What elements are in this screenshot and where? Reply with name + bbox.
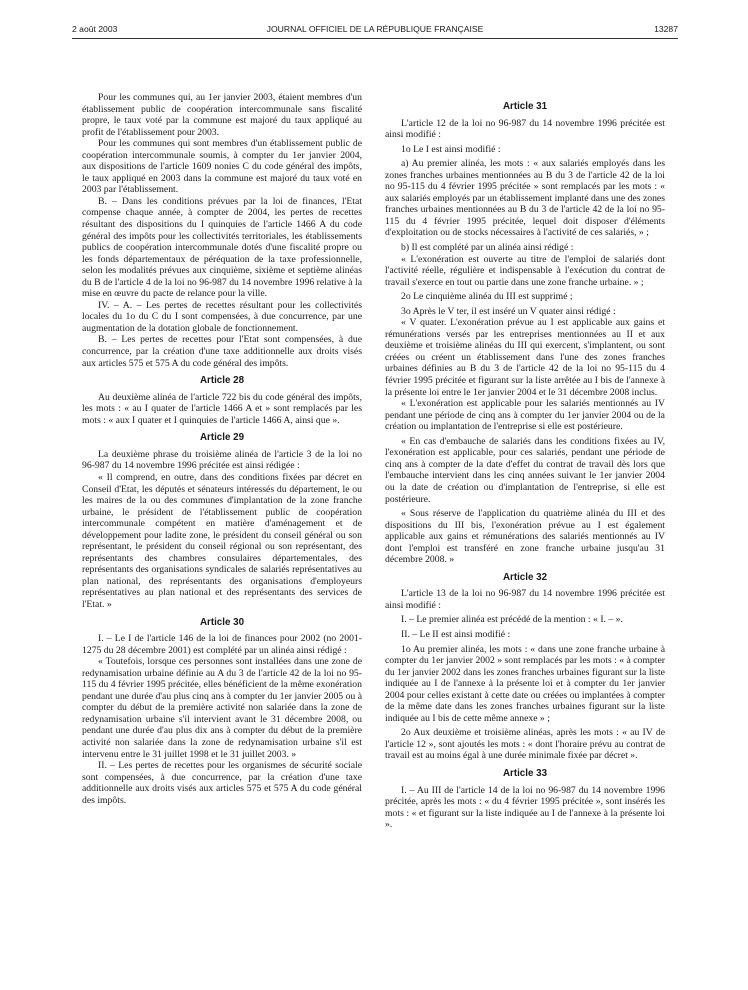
paragraph: a) Au premier alinéa, les mots : « aux salariés employés dans les zones franches urbaines mentionnées au B du 3 de l'article 42 de la loi no 95-115 du 4 février 1995 précitée » sont remplacés par les mots : « aux salariés employés par un établissement implanté dans une des zones franches urbaines mentionnées au B du 3 de l'article 42 de la loi no 95-115 du 4 février 1995 précitée, lequel doit disposer d'éléments d'exploitation ou de stocks nécessaires à l'activité de ces salariés, » ; bbox=[385, 158, 665, 239]
article-heading: Article 30 bbox=[199, 616, 245, 628]
paragraph: « V quater. L'exonération prévue au I est applicable aux gains et rémunérations versés par les entreprises mentionnées au II et aux deuxième et troisième alinéas du III qui exercent, s'implantent, ou sont créées ou créent un établissement dans l'une des zones franches urbaines définies au B du 3 de l'article 42 de la loi no 95-115 du 4 février 1995 précitée et figurant sur la liste arrêtée au I bis de l'annexe à la présente loi entre le 1er janvier 2004 et le 31 décembre 2008 inclus. bbox=[385, 317, 665, 398]
paragraph: II. – Le II est ainsi modifié : bbox=[401, 628, 511, 640]
paragraph: b) Il est complété par un alinéa ainsi rédigé : bbox=[401, 242, 574, 254]
paragraph: La deuxième phrase du troisième alinéa de l'article 3 de la loi no 96-987 du 14 novembre 1996 précitée est ainsi rédigée : bbox=[82, 448, 362, 472]
journal-title: JOURNAL OFFICIEL DE LA RÉPUBLIQUE FRANÇAISE bbox=[266, 24, 484, 34]
paragraph: Pour les communes qui, au 1er janvier 2003, étaient membres d'un établissement public de coopération intercommunale sans fiscalité propre, le taux voté par la commune est majoré du taux appliqué au profit de l'établissement pour 2003. bbox=[82, 92, 362, 138]
paragraph: II. – Les pertes de recettes pour les organismes de sécurité sociale sont compensées, à due concurrence, par la création d'une taxe additionnelle aux droits visés aux articles 575 et 575 A du code général des impôts. bbox=[82, 760, 362, 806]
article-heading: Article 33 bbox=[502, 767, 548, 779]
paragraph: B. – Dans les conditions prévues par la loi de finances, l'Etat compense chaque année, à compter de 2004, les pertes de recettes résultant des dispositions du I quinquies de l'article 1466 A du code général des impôts pour les collectivités territoriales, les établissements publics de coopération intercommunale dotés d'une fiscalité propre ou les fonds départementaux de péréquation de la taxe professionnelle, selon les modalités prévues aux cinquième, sixième et septième alinéas du B de l'article 4 de la loi no 96-987 du 14 novembre 1996 relative à la mise en œuvre du pacte de relance pour la ville. bbox=[82, 195, 362, 300]
paragraph: 2o Le cinquième alinéa du III est supprimé ; bbox=[401, 291, 573, 303]
page-header bbox=[72, 24, 678, 38]
paragraph: I. – Au III de l'article 14 de la loi no 96-987 du 14 novembre 1996 précitée, après les mots : « du 4 février 1995 précitée », sont insérés les mots : « et figurant sur la liste indiquée au I de l'annexe à la présente loi ». bbox=[385, 784, 665, 831]
page-number: 13287 bbox=[654, 24, 678, 34]
paragraph: 1o Au premier alinéa, les mots : « dans une zone franche urbaine à compter du 1er janvier 2002 » sont remplacés par les mots : « à compter du 1er janvier 2002 dans les zones franches urbaines figurant sur la liste indiquée au I de l'annexe à la présente loi et à compter du 1er janvier 2004 pour celles existant à cette date ou créées ou implantées à compter de la même date dans les zones franches urbaines figurant sur la liste indiquée au I bis de cette même annexe » ; bbox=[385, 643, 665, 724]
paragraph: L'article 13 de la loi no 96-987 du 14 novembre 1996 précitée est ainsi modifié : bbox=[385, 588, 665, 611]
article-heading: Article 32 bbox=[502, 571, 548, 583]
paragraph: Au deuxième alinéa de l'article 722 bis du code général des impôts, les mots : « au I quater de l'article 1466 A et » sont remplacés par les mots : « aux I quater et I quinquies de l'article 1466 A, ainsi que ». bbox=[82, 391, 362, 426]
paragraph: 2o Aux deuxième et troisième alinéas, après les mots : « au IV de l'article 12 », sont ajoutés les mots : « dont l'horaire prévu au contrat de travail est au moins égal à une durée minimale fixée par décret ». bbox=[385, 727, 665, 762]
paragraph: « Il comprend, en outre, dans des conditions fixées par décret en Conseil d'Etat, les députés et sénateurs intéressés du département, le ou les maires de la ou des communes d'implantation de la zone franche urbaine, le président de l'établissement public de coopération intercommunale compétent en matière d'aménagement et de développement pour ladite zone, le président du conseil général ou son représentant, le président du conseil régional ou son représentant, des représentants des chambres consulaires départementales, des représentants des organisations syndicales de salariés représentatives au plan national, des représentants des organisations d'employeurs représentatives au plan national et des représentants des services de l'Etat. » bbox=[82, 471, 362, 610]
paragraph: « En cas d'embauche de salariés dans les conditions fixées au IV, l'exonération est applicable, pour ces salariés, pendant une période de cinq ans à compter de la date d'effet du contrat de travail dès lors que l'embauche intervient dans les cinq années suivant le 1er janvier 2004 ou la date de création ou d'implantation de l'entreprise, si elle est postérieure. bbox=[385, 435, 665, 505]
paragraph: « L'exonération est ouverte au titre de l'emploi de salariés dont l'activité réelle, régulière et indispensable à l'exécution du contrat de travail s'exerce en tout ou partie dans une zone franche urbaine. » ; bbox=[385, 253, 665, 288]
paragraph: 3o Après le V ter, il est inséré un V quater ainsi rédigé : bbox=[401, 305, 616, 317]
right-column bbox=[385, 101, 665, 831]
paragraph: I. – Le I de l'article 146 de la loi de finances pour 2002 (no 2001-1275 du 28 décembre 2001) est complété par un alinéa ainsi rédigé : bbox=[82, 633, 362, 656]
paragraph: I. – Le premier alinéa est précédé de la mention : « I. – ». bbox=[401, 614, 623, 626]
article-heading: Article 29 bbox=[199, 432, 245, 444]
issue-date: 2 août 2003 bbox=[72, 24, 118, 34]
paragraph: « Sous réserve de l'application du quatrième alinéa du III et des dispositions du III bis, l'exonération prévue au I est également applicable aux gains et rémunérations des salariés mentionnés au IV dont l'emploi est transféré en zone franche urbaine jusqu'au 31 décembre 2008. » bbox=[385, 508, 665, 566]
paragraph: « L'exonération est applicable pour les salariés mentionnés au IV pendant une période de cinq ans à compter du 1er janvier 2004 ou de la création ou implantation de l'entreprise si elle est postérieure. bbox=[385, 398, 665, 433]
paragraph: « Toutefois, lorsque ces personnes sont installées dans une zone de redynamisation urbaine définie au A du 3 de l'article 42 de la loi no 95-115 du 4 février 1995 précitée, elles bénéficient de la même exonération pendant une durée d'au plus cinq ans à compter du 1er janvier 2005 ou à compter du début de la première activité non salariée dans la zone de redynamisation urbaine s'il intervient avant le 31 décembre 2008, ou pendant une durée d'au plus dix ans à compter du début de la première activité non salariée dans la zone de redynamisation urbaine s'il est intervenu entre le 31 juillet 1998 et le 31 juillet 2003. » bbox=[82, 656, 362, 760]
article-heading: Article 31 bbox=[502, 101, 548, 112]
header-rule bbox=[72, 38, 678, 39]
paragraph: Pour les communes qui sont membres d'un établissement public de coopération intercommunale soumis, à compter du 1er janvier 2004, aux dispositions de l'article 1609 nonies C du code général des impôts, le taux appliqué en 2003 dans la commune est majoré du taux voté en 2003 par l'établissement. bbox=[82, 138, 362, 196]
article-heading: Article 28 bbox=[199, 375, 245, 387]
paragraph: IV. – A. – Les pertes de recettes résultant pour les collectivités locales du 1o du C du I sont compensées, à due concurrence, par une augmentation de la dotation globale de fonctionnement. bbox=[82, 299, 362, 334]
paragraph: L'article 12 de la loi no 96-987 du 14 novembre 1996 précitée est ainsi modifié : bbox=[385, 117, 665, 141]
left-column bbox=[82, 92, 362, 806]
paragraph: 1o Le I est ainsi modifié : bbox=[401, 143, 501, 155]
paragraph: B. – Les pertes de recettes pour l'Etat sont compensées, à due concurrence, par la création d'une taxe additionnelle aux droits visés aux articles 575 et 575 A du code général des impôts. bbox=[82, 334, 362, 369]
